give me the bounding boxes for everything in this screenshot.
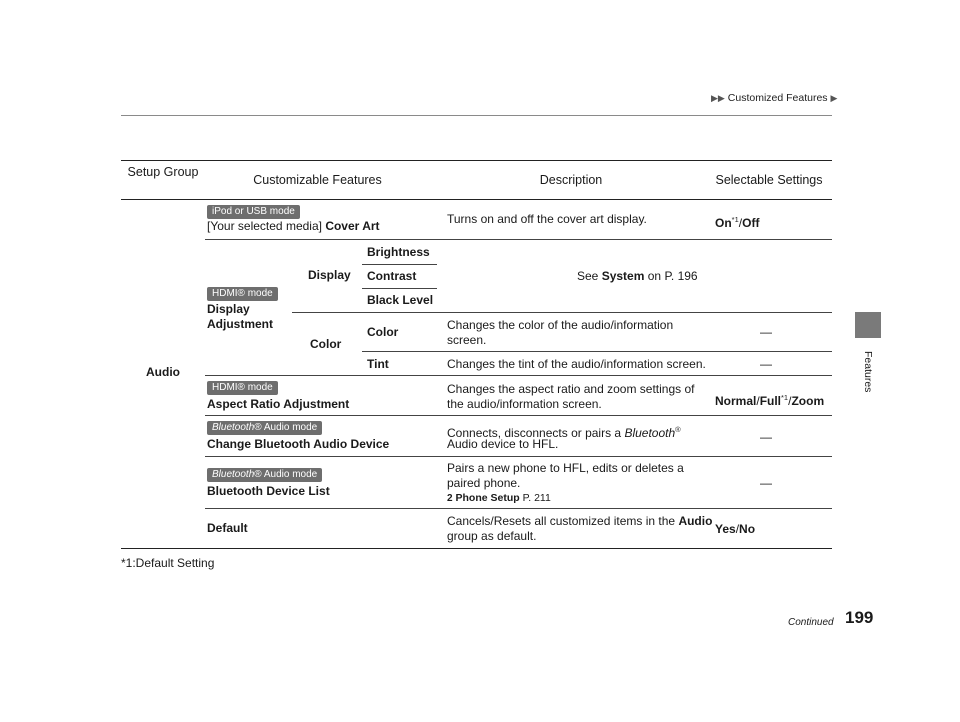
header-features: Customizable Features [253,173,382,187]
change-bt-desc-2: Audio device to HFL. [447,437,559,451]
row-rule [205,508,832,509]
registered-mark: ® [675,425,681,434]
setting-yes: Yes [715,522,736,536]
header-settings: Selectable Settings [715,173,823,187]
cover-art-settings [715,212,759,231]
row-rule [362,264,437,265]
contrast-item: Contrast [367,269,417,283]
default-desc-1 [447,514,712,529]
aspect-settings [715,390,824,409]
mode-tag-ipod-usb: iPod or USB mode [207,205,300,219]
aspect-desc-2: the audio/information screen. [447,397,602,411]
header-description: Description [539,173,603,187]
bt-list-desc-1: Pairs a new phone to HFL, edits or deletes a [447,461,684,475]
tint-item: Tint [367,357,389,371]
header-rule [121,115,832,116]
display-adjustment-name-2: Adjustment [207,317,273,331]
tint-setting: — [760,357,772,371]
audio-bold: Audio [678,514,713,528]
see-text: See [577,269,599,283]
breadcrumb-label[interactable]: Customized Features [727,92,828,104]
setting-off: Off [742,216,760,230]
see-on: on [647,269,662,283]
setting-no: No [739,522,756,536]
cover-art-feature [207,219,380,234]
setting-on: On [715,216,732,230]
reference-arrow-icon: 2 [447,493,453,504]
double-arrow-icon: ▶▶ [711,93,725,103]
setting-zoom: Zoom [791,394,825,408]
bluetooth-brand: Bluetooth [212,469,255,480]
setting-sep: / [756,394,760,408]
color-desc-1: Changes the color of the audio/information [447,318,674,332]
bluetooth-brand: Bluetooth [212,422,255,433]
header-setup-group: Setup Group [127,165,199,179]
color-sub-label: Color [310,337,342,351]
aspect-desc-1: Changes the aspect ratio and zoom settings of [447,382,695,396]
section-tab [855,312,881,338]
bt-list-desc-2: paired phone. [447,476,521,490]
see-system-reference [577,269,698,284]
desc-text: Connects, disconnects or pairs a [447,426,622,440]
cover-art-description: Turns on and off the cover art display. [447,212,647,226]
default-marker: *1 [731,215,739,224]
setting-sep: / [738,216,743,230]
setting-sep: / [735,522,740,536]
phone-setup-link[interactable]: Phone Setup [455,492,520,504]
row-rule [362,288,437,289]
change-bt-setting: — [760,430,772,444]
bluetooth-brand: Bluetooth [624,426,676,440]
continued-label: Continued [788,617,834,628]
group-audio: Audio [146,365,180,379]
mode-tag-hdmi: HDMI® mode [207,287,278,301]
breadcrumb [711,92,837,104]
table-top-rule [121,160,832,161]
tint-desc: Changes the tint of the audio/information screen. [447,357,706,371]
default-marker: *1 [781,393,789,402]
aspect-ratio-name: Aspect Ratio Adjustment [207,397,350,411]
row-rule [362,351,832,352]
mode-tag-bluetooth [207,421,322,435]
section-label: Features [862,351,874,393]
cover-art-prefix: [Your selected media] [207,219,322,233]
bt-list-name: Bluetooth Device List [207,484,330,498]
setting-sep: / [788,394,792,408]
row-rule [205,456,832,457]
bt-list-setting: — [760,476,772,490]
brightness-item: Brightness [367,245,430,259]
mode-tag-hdmi: HDMI® mode [207,381,278,395]
setting-normal: Normal [715,394,757,408]
mode-tag-rest: ® Audio mode [254,422,318,433]
color-item: Color [367,325,399,339]
cover-art-name: Cover Art [325,219,380,233]
row-rule [292,312,832,313]
default-name: Default [207,521,248,535]
color-setting: — [760,325,772,339]
system-link[interactable]: System [601,269,645,283]
footnote: *1:Default Setting [121,556,215,570]
default-settings [715,522,755,537]
row-rule [205,375,832,376]
row-rule [205,415,832,416]
color-desc-2: screen. [447,333,487,347]
default-desc-2: group as default. [447,529,537,543]
display-sub-label: Display [308,268,351,282]
mode-tag-rest: ® Audio mode [254,469,318,480]
table-bottom-rule [121,548,832,549]
page-ref[interactable]: P. 196 [664,269,698,283]
page-ref[interactable]: P. 211 [522,492,551,504]
mode-tag-bluetooth [207,468,322,482]
page-number: 199 [845,608,874,627]
black-level-item: Black Level [367,293,434,307]
desc-text: Cancels/Resets all customized items in the [447,514,676,528]
table-header-rule [121,199,832,200]
display-adjustment-name-1: Display [207,302,250,316]
phone-setup-reference[interactable] [447,491,551,506]
arrow-right-icon: ▶ [830,93,838,103]
change-bt-name: Change Bluetooth Audio Device [207,437,390,451]
row-rule [205,239,832,240]
setting-full: Full [759,394,782,408]
